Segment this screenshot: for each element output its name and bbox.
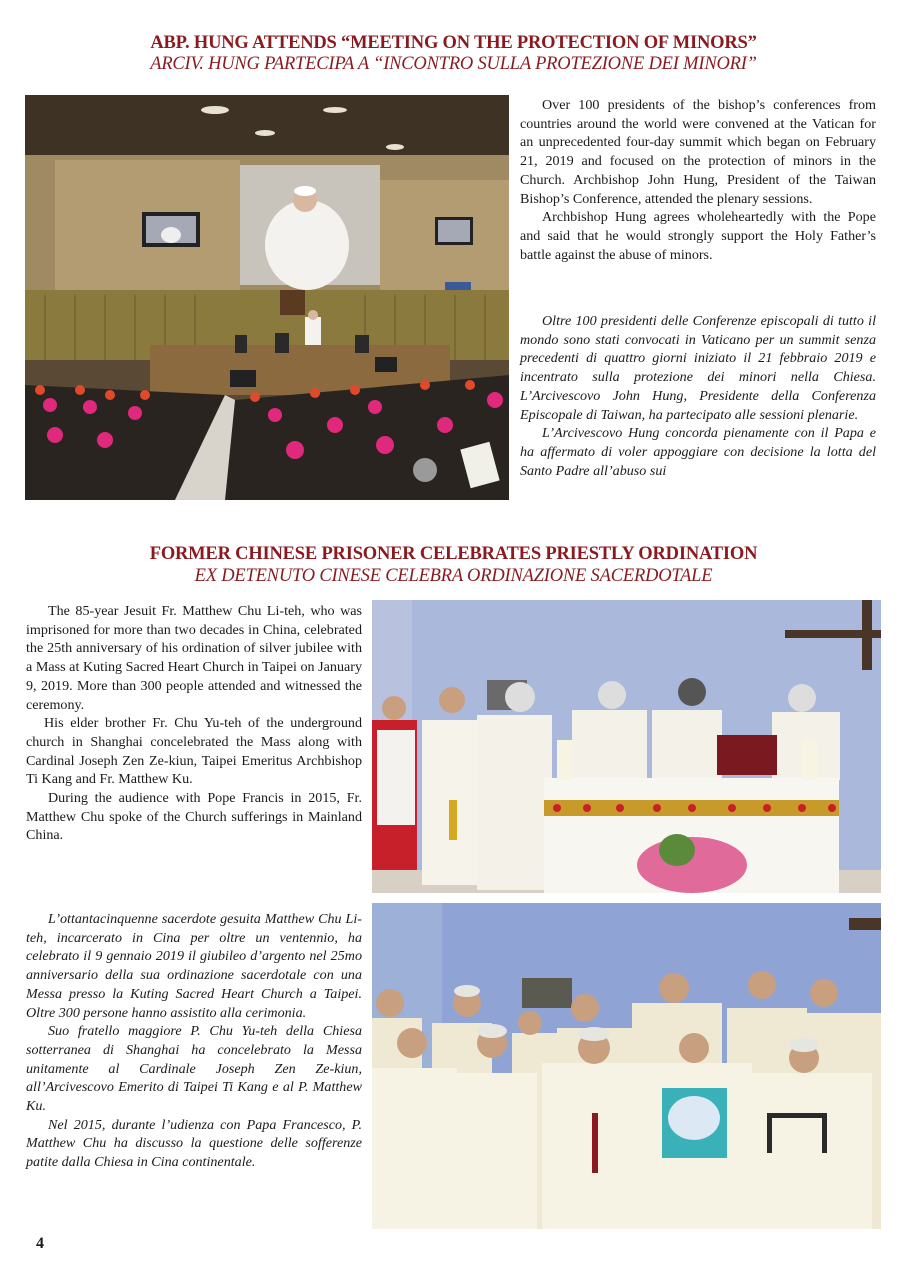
article1-english-text xyxy=(520,96,876,264)
article1-italian-text xyxy=(520,312,876,480)
paragraph: Suo fratello maggiore P. Chu Yu-teh della Chiesa sotterranea di Shanghai ha concelebrato la Messa unitamente al Cardinale Joseph Zen Ze-kiun, all’Arcivescovo Emerito di Taipei Ti Kang e al P. Matthew Ku. xyxy=(26,1023,362,1115)
paragraph: The 85-year Jesuit Fr. Matthew Chu Li-teh, who was imprisoned for more than two decades in China, celebrated the 25th anniversary of his ordination of silver jubilee with a Mass at Kuting Sacred Heart Church in Taipei on January 9, 2019. More than 300 people attended and witnessed the ceremony. xyxy=(26,603,362,713)
paragraph: His elder brother Fr. Chu Yu-teh of the underground church in Shanghai concelebrated the Mass along with Cardinal Joseph Zen Ze-kiun, Taipei Emeritus Archbishop Ti Kang and Fr. Matthew Ku. xyxy=(26,715,362,788)
paragraph: Nel 2015, durante l’udienza con Papa Francesco, P. Matthew Chu ha discusso la questione delle sofferenze patite dalla Chiesa in Cina continentale. xyxy=(26,1116,362,1171)
photo-vatican-synod-hall xyxy=(25,95,509,500)
article1-title-it: ARCIV. HUNG PARTECIPA A “INCONTRO SULLA PROTEZIONE DEI MINORI” xyxy=(150,54,757,74)
page-number: 4 xyxy=(36,1235,44,1252)
article2-title-en: FORMER CHINESE PRISONER CELEBRATES PRIESTLY ORDINATION xyxy=(149,544,758,564)
paragraph: L’Arcivescovo Hung concorda pienamente con il Papa e ha affermato di voler appoggiare con decisione la lotta del Santo Padre all’abuso sui xyxy=(520,425,876,479)
paragraph: Oltre 100 presidenti delle Conferenze episcopali di tutto il mondo sono stati convocati in Vaticano per un summit senza precedenti di quattro giorni iniziato il 21 febbraio 2019 e incentrato sulla protezione dei minori nella Chiesa. L’Arcivescovo John Hung, Presidente della Conferenza Episcopale di Taiwan, ha partecipato alle sessioni plenarie. xyxy=(520,313,876,423)
article1-title-en: ABP. HUNG ATTENDS “MEETING ON THE PROTECTION OF MINORS” xyxy=(150,33,757,53)
paragraph: Archbishop Hung agrees wholeheartedly with the Pope and said that he would strongly support the Holy Father’s battle against the abuse of minors. xyxy=(520,209,876,263)
photo-mass-at-altar xyxy=(372,600,881,893)
paragraph: L’ottantacinquenne sacerdote gesuita Matthew Chu Li-teh, incarcerato in Cina per oltre un ventennio, ha celebrato il 9 gennaio 2019 il giubileo d’argento nel 25mo anniversario della sua ordinazione sacerdotale con una Messa presso la Kuting Sacred Heart Church a Taipei. Oltre 300 persone hanno assistito alla cerimonia. xyxy=(26,911,362,1021)
article2-english-text xyxy=(26,602,362,845)
paragraph: During the audience with Pope Francis in 2015, Fr. Matthew Chu spoke of the Church sufferings in Mainland China. xyxy=(26,790,362,844)
photo-group-of-priests xyxy=(372,903,881,1229)
article2-italian-text xyxy=(26,910,362,1172)
paragraph: Over 100 presidents of the bishop’s conferences from countries around the world were convened at the Vatican for an unprecedented four-day summit which began on February 21, 2019 and focused on the protection of minors in the Church. Archbishop John Hung, President of the Taiwan Bishop’s Conference, attended the plenary sessions. xyxy=(520,97,876,207)
article2-title-it: EX DETENUTO CINESE CELEBRA ORDINAZIONE SACERDOTALE xyxy=(194,566,713,586)
